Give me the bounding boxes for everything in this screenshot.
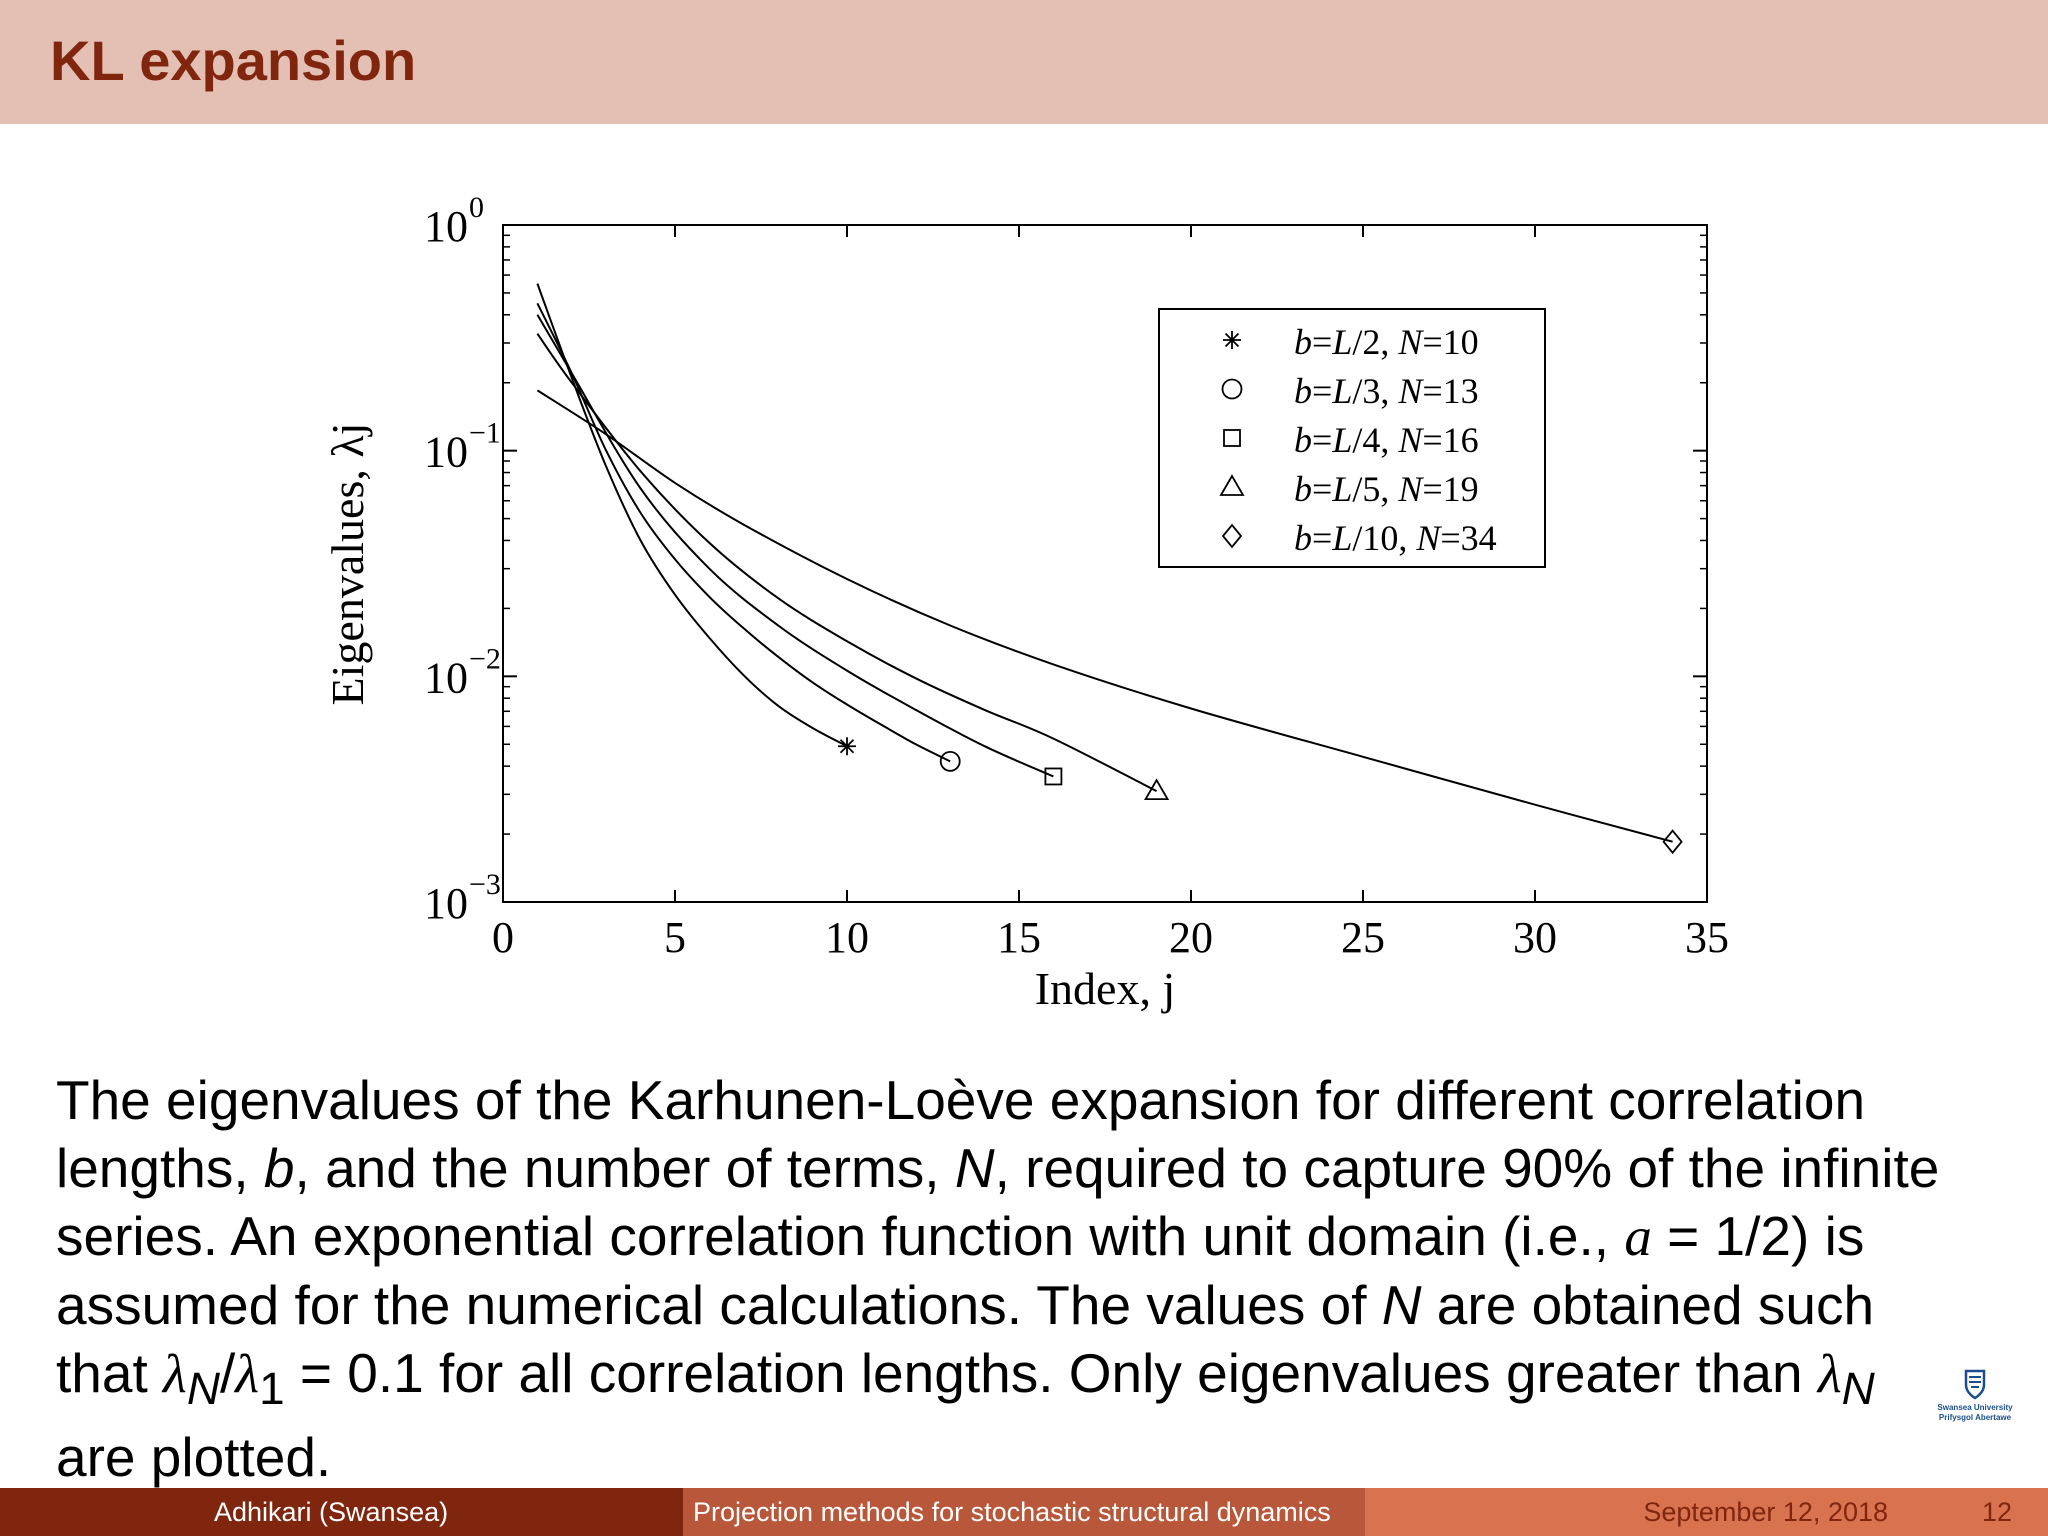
slide-footer	[0, 1488, 2048, 1536]
caption-line-2: lengths, b, and the number of terms, N, required to capture 90% of the infinite	[56, 1137, 1940, 1199]
legend-marker-asterisk	[1223, 331, 1241, 349]
x-tick-label: 30	[1513, 913, 1557, 962]
y-tick-exponent: −2	[469, 642, 501, 676]
x-tick-label: 5	[664, 913, 686, 962]
logo-text-en: Swansea University	[1937, 1403, 2013, 1412]
footer-title-segment	[683, 1488, 1365, 1536]
university-logo	[1930, 1368, 2020, 1424]
caption-line-4: assumed for the numerical calculations. The values of N are obtained such	[56, 1274, 1875, 1336]
crest-icon	[1930, 1368, 2020, 1402]
x-tick-label: 35	[1685, 913, 1729, 962]
legend	[1159, 309, 1545, 567]
x-tick-label: 10	[825, 913, 869, 962]
series-marker-diamond-shape	[1664, 831, 1682, 853]
series-line-4	[537, 334, 1156, 791]
footer-date-segment	[1365, 1488, 2048, 1536]
eigenvalue-chart	[0, 124, 2048, 1054]
legend-label: b=L/2, N=10	[1294, 322, 1479, 362]
y-axis-label: Eigenvalues, λj	[322, 422, 373, 706]
series-marker-asterisk	[838, 737, 856, 755]
y-tick-labels	[424, 191, 501, 928]
y-tick-exponent: −1	[469, 416, 501, 450]
legend-label: b=L/10, N=34	[1294, 518, 1497, 558]
legend-label: b=L/4, N=16	[1294, 420, 1479, 460]
x-axis-label: Index, j	[1034, 963, 1176, 1014]
legend-label: b=L/5, N=19	[1294, 469, 1479, 509]
caption-line-3: series. An exponential correlation function with unit domain (i.e., a = 1/2) is	[56, 1205, 1865, 1267]
series-line-2	[537, 303, 950, 761]
footer-author-segment	[0, 1488, 683, 1536]
footer-talk-title: Projection methods for stochastic structural dynamics	[693, 1497, 1331, 1527]
series-line-3	[537, 315, 1053, 777]
y-tick-label: 10	[424, 879, 468, 928]
y-tick-exponent: 0	[469, 191, 484, 224]
figure-caption	[56, 1066, 2006, 1491]
slide-title: KL expansion	[50, 29, 417, 92]
caption-line-5: that $\lambda_N/\lambda_1 = 0.1$ for all correlation lengths. Only eigenvalues greater than $\lambda_N$	[56, 1342, 1875, 1414]
footer-author: Adhikari (Swansea)	[214, 1497, 449, 1527]
y-tick-label: 10	[424, 202, 468, 251]
slide-header	[0, 0, 2048, 124]
x-tick-label: 0	[492, 913, 514, 962]
series-marker-triangle-shape	[1146, 780, 1168, 799]
footer-page-number: 12	[1981, 1497, 2012, 1527]
series-line-1	[537, 284, 847, 747]
footer-date: September 12, 2018	[1643, 1497, 1888, 1527]
legend-label: b=L/3, N=13	[1294, 371, 1479, 411]
x-tick-label: 25	[1341, 913, 1385, 962]
x-tick-label: 15	[997, 913, 1041, 962]
series-marker-triangle	[1146, 780, 1168, 799]
caption-line-1: The eigenvalues of the Karhunen-Loève expansion for different correlation	[56, 1069, 1866, 1131]
y-tick-exponent: −3	[469, 868, 501, 901]
x-tick-labels	[492, 913, 1729, 962]
y-tick-label: 10	[424, 427, 468, 477]
series-marker-diamond	[1664, 831, 1682, 853]
logo-text-cy: Prifysgol Abertawe	[1938, 1413, 2012, 1422]
series-end-markers	[838, 737, 1682, 852]
caption-line-6: are plotted.	[56, 1426, 332, 1488]
x-tick-label: 20	[1169, 913, 1213, 962]
y-tick-label: 10	[424, 653, 468, 703]
